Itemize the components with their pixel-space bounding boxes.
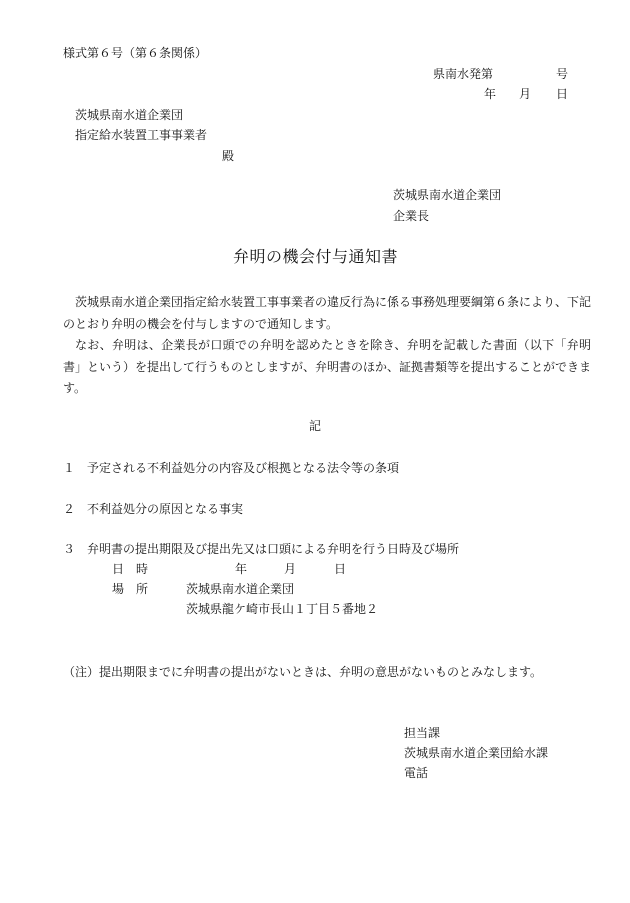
date-day: 日 — [556, 87, 569, 101]
place-label: 場 所 — [112, 582, 149, 596]
doc-number-prefix: 県南水発第 — [433, 67, 494, 81]
body-paragraph-2: なお、弁明は、企業長が口頭での弁明を認めたときを除き、弁明を記載した書面（以下「弁明書」という）を提出して行うものとしますが、弁明書のほか、証拠書類等を提出することができます。 — [63, 338, 592, 395]
datetime-month: 月 — [284, 562, 297, 576]
sender-org: 茨城県南水道企業団 — [393, 188, 502, 202]
recipient-honorific: 殿 — [222, 149, 235, 163]
date-year: 年 — [484, 87, 497, 101]
sender-title: 企業長 — [393, 209, 430, 223]
datetime-day: 日 — [334, 562, 347, 576]
item-2-number: ２ — [63, 502, 76, 516]
form-number: 様式第６号（第６条関係） — [63, 46, 208, 60]
date-month: 月 — [519, 87, 532, 101]
item-3-number: ３ — [63, 542, 76, 556]
item-3-text: 弁明書の提出期限及び提出先又は口頭による弁明を行う日時及び場所 — [87, 542, 460, 556]
body-paragraph-1: 茨城県南水道企業団指定給水装置工事事業者の違反行為に係る事務処理要綱第６条により、下記のとおり弁明の機会を付与しますので通知します。 — [63, 295, 592, 331]
datetime-year: 年 — [235, 562, 248, 576]
ki-heading: 記 — [309, 419, 322, 433]
document-title: 弁明の機会付与通知書 — [233, 247, 399, 266]
item-1-text: 予定される不利益処分の内容及び根拠となる法令等の条項 — [87, 461, 400, 475]
contact-label: 担当課 — [404, 726, 441, 740]
recipient-org: 茨城県南水道企業団 — [75, 108, 184, 122]
recipient-role: 指定給水装置工事事業者 — [75, 128, 208, 142]
item-2-text: 不利益処分の原因となる事実 — [87, 502, 244, 516]
item-1-number: １ — [63, 461, 76, 475]
note: （注）提出期限までに弁明書の提出がないときは、弁明の意思がないものとみなします。 — [63, 665, 543, 679]
place-address: 茨城県龍ケ崎市長山１丁目５番地２ — [186, 602, 379, 616]
contact-phone-label: 電話 — [404, 766, 429, 780]
doc-number-suffix: 号 — [556, 67, 569, 81]
contact-department: 茨城県南水道企業団給水課 — [404, 746, 549, 760]
place-org: 茨城県南水道企業団 — [186, 582, 295, 596]
datetime-label: 日 時 — [112, 562, 149, 576]
